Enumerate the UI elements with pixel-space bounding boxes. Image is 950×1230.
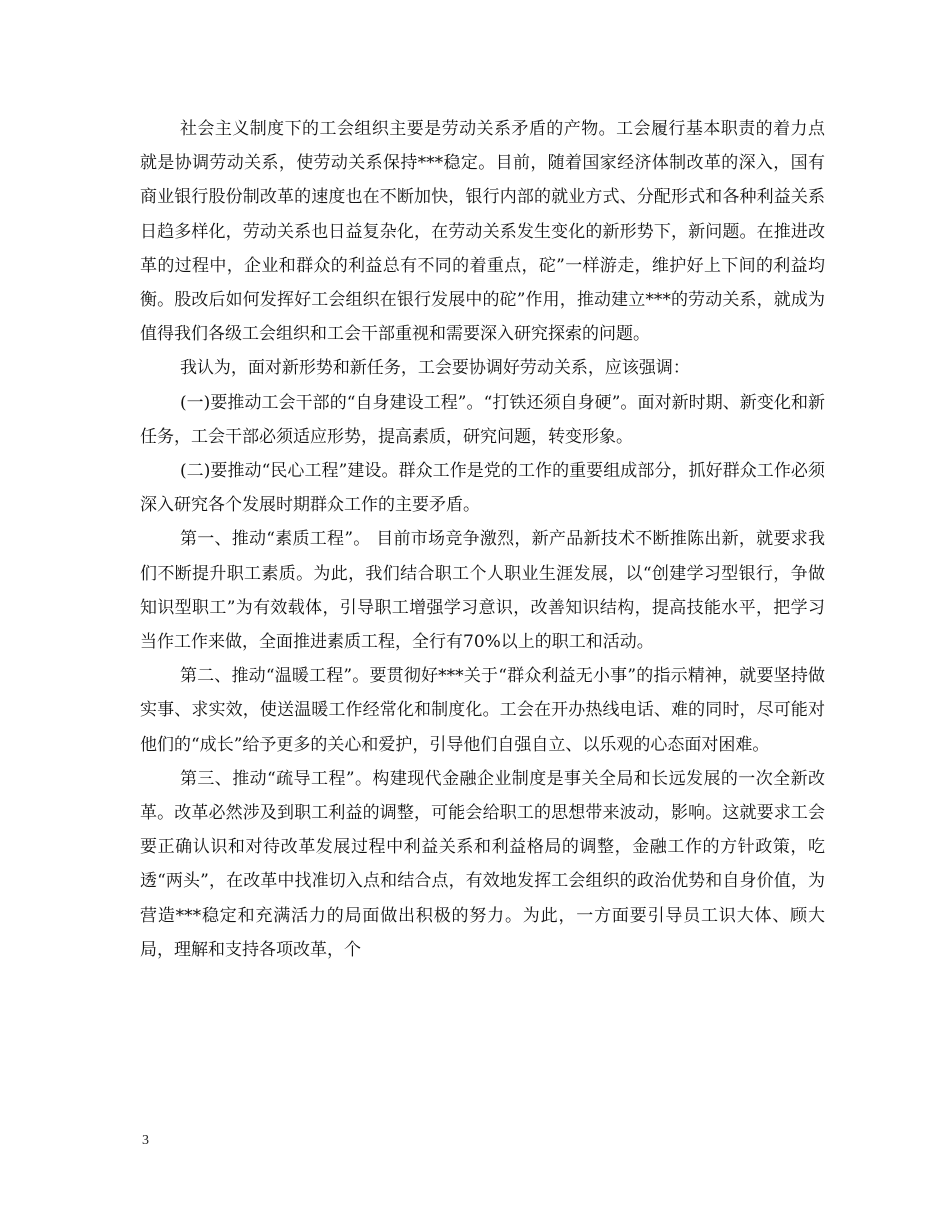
paragraph-6: 第二、推动“温暖工程”。要贯彻好***关于“群众利益无小事”的指示精神，就要坚持做实事、求实效，使送温暖工作经常化和制度化。工会在开办热线电话、难的同时，尽可能对他们的“成长”给予更多的关心和爱护，引导他们自强自立、以乐观的心态面对困难。 (140, 666, 825, 755)
document-body (140, 112, 825, 967)
paragraph-3: (一)要推动工会干部的“自身建设工程”。“打铁还须自身硬”。面对新时期、新变化和新任务，工会干部必须适应形势，提高素质，研究问题，转变形象。 (140, 392, 825, 447)
paragraph-2: 我认为，面对新形势和新任务，工会要协调好劳动关系，应该强调： (179, 358, 690, 379)
paragraph-4: (二)要推动“民心工程”建设。群众工作是党的工作的重要组成部分，抓好群众工作必须深入研究各个发展时期群众工作的主要矛盾。 (140, 461, 825, 516)
paragraph-1: 社会主义制度下的工会组织主要是劳动关系矛盾的产物。工会履行基本职责的着力点就是协调劳动关系，使劳动关系保持***稳定。目前，随着国家经济体制改革的深入，国有商业银行股份制改革的速度也在不断加快，银行内部的就业方式、分配形式和各种利益关系日趋多样化，劳动关系也日益复杂化，在劳动关系发生变化的新形势下，新问题。在推进改革的过程中，企业和群众的利益总有不同的着重点，砣”一样游走，维护好上下间的利益均衡。股改后如何发挥好工会组织在银行发展中的砣”作用，推动建立***的劳动关系，就成为值得我们各级工会组织和工会干部重视和需要深入研究探索的问题。 (140, 119, 825, 345)
page-number: 3 (142, 1133, 149, 1148)
paragraph-7: 第三、推动“疏导工程”。构建现代金融企业制度是事关全局和长远发展的一次全新改革。改革必然涉及到职工利益的调整，可能会给职工的思想带来波动，影响。这就要求工会要正确认识和对待改革发展过程中利益关系和利益格局的调整，金融工作的方针政策，吃透“两头”，在改革中找准切入点和结合点，有效地发挥工会组织的政治优势和自身价值，为营造***稳定和充满活力的局面做出积极的努力。为此，一方面要引导员工识大体、顾大局，理解和支持各项改革，个 (140, 768, 825, 960)
paragraph-5: 第一、推动“素质工程”。 目前市场竞争激烈，新产品新技术不断推陈出新，就要求我们不断提升职工素质。为此，我们结合职工个人职业生涯发展，以“创建学习型银行，争做知识型职工”为有效载体，引导职工增强学习意识，改善知识结构，提高技能水平，把学习当作工作来做，全面推进素质工程，全行有70%以上的职工和活动。 (140, 529, 825, 653)
